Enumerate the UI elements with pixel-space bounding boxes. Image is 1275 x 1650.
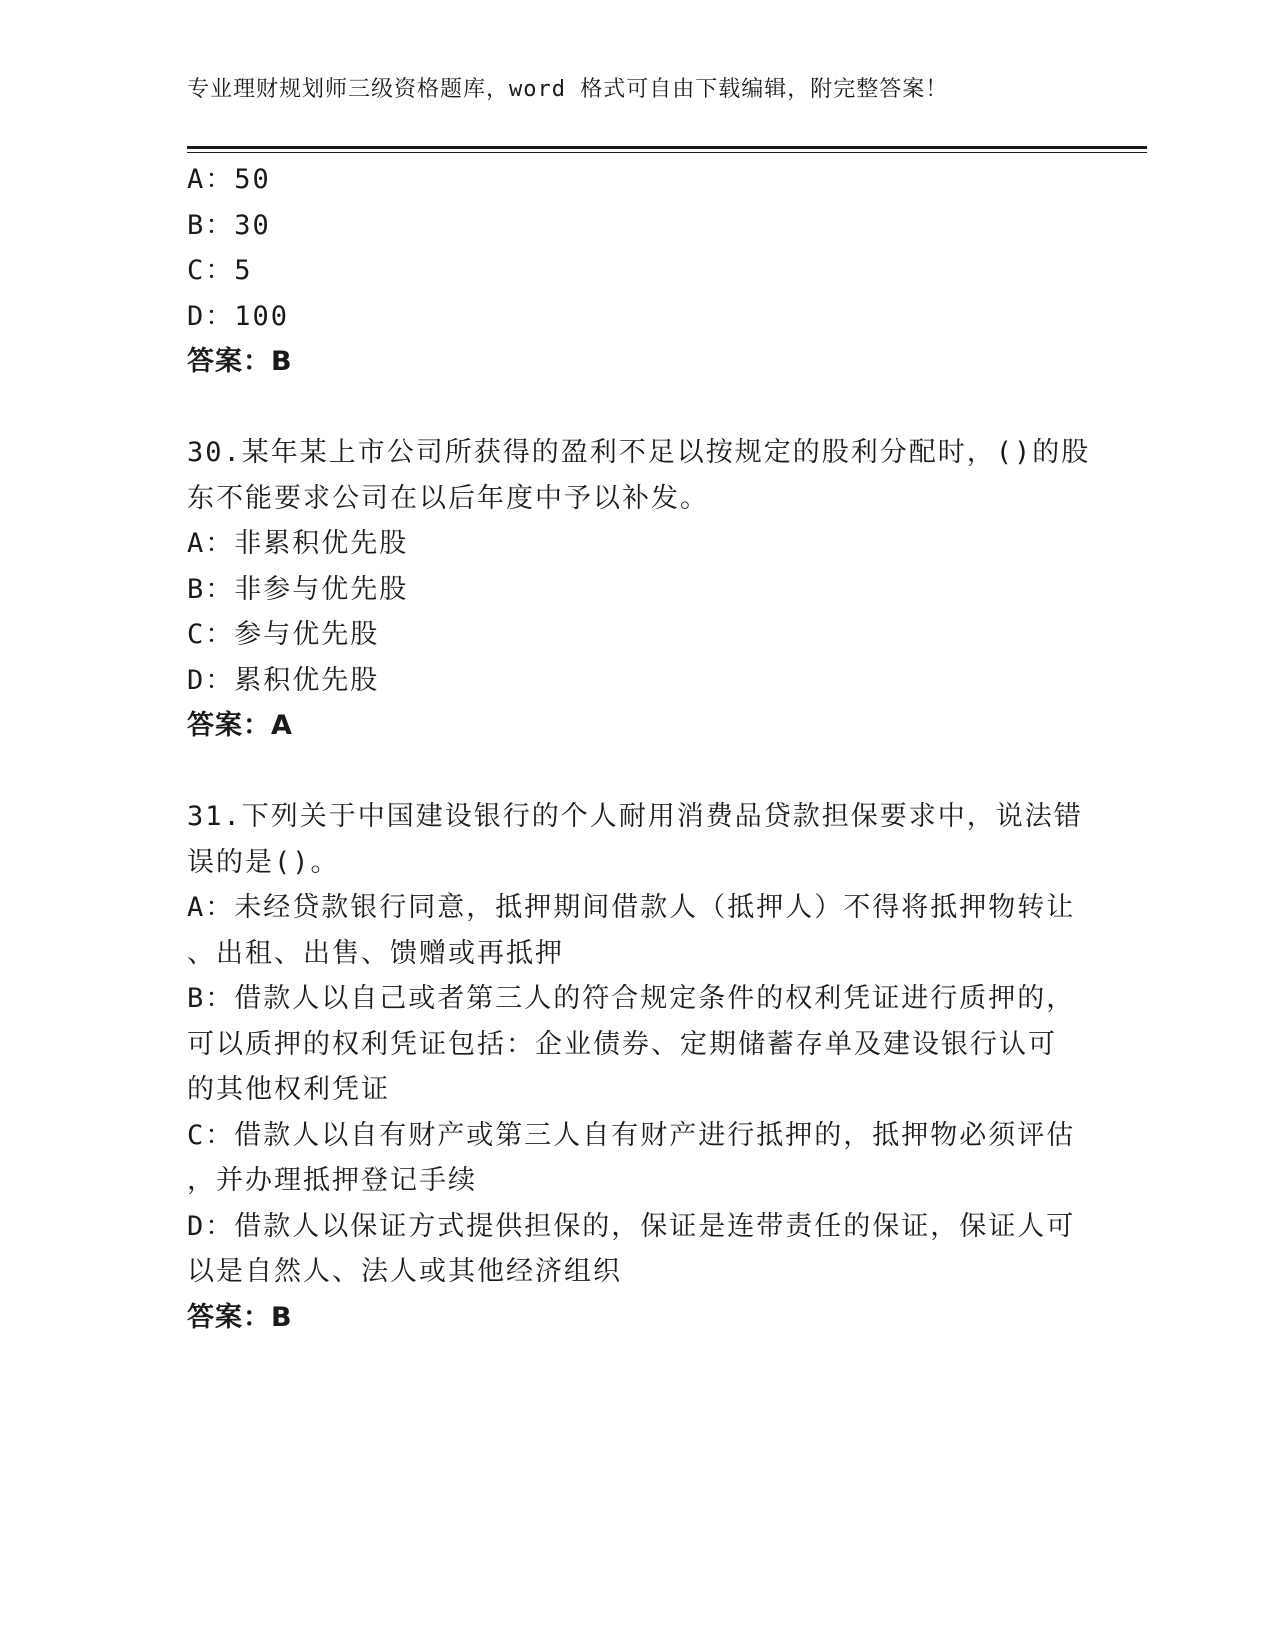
option-a-continued: 、出租、出售、馈赠或再抵押 (187, 937, 564, 969)
option-b: B：借款人以自己或者第三人的符合规定条件的权利凭证进行质押的， (187, 983, 1076, 1014)
answer: 答案：A (187, 710, 293, 741)
question-31-block (187, 794, 1083, 1340)
option-d: D：100 (187, 300, 290, 332)
header-rule-thin (187, 152, 1147, 153)
option-c: C：参与优先股 (187, 619, 380, 650)
question-content (187, 157, 1091, 1340)
answer: 答案：B (187, 346, 293, 377)
spacer (187, 385, 1067, 431)
option-d-continued: 以是自然人、法人或其他经济组织 (187, 1256, 622, 1287)
question-29-block (187, 157, 1067, 385)
page-header: 专业理财规划师三级资格题库，word 格式可自由下载编辑，附完整答案！ (187, 77, 949, 102)
option-c: C：借款人以自有财产或第三人自有财产进行抵押的，抵押物必须评估 (187, 1119, 1076, 1151)
option-c: C：5 (187, 255, 253, 286)
question-stem: 误的是()。 (187, 846, 340, 878)
question-30-block (187, 430, 1091, 749)
option-d: D：累积优先股 (187, 664, 380, 696)
header-rule (187, 146, 1147, 149)
answer: 答案：B (187, 1301, 293, 1333)
spacer (187, 749, 1067, 795)
option-a: A：50 (187, 164, 271, 195)
option-b: B：非参与优先股 (187, 573, 409, 605)
option-b-continued: 的其他权利凭证 (187, 1074, 390, 1105)
option-d: D：借款人以保证方式提供担保的，保证是连带责任的保证，保证人可 (187, 1210, 1076, 1242)
question-stem: 31.下列关于中国建设银行的个人耐用消费品贷款担保要求中，说法错 (187, 801, 1083, 832)
question-stem: 30.某年某上市公司所获得的盈利不足以按规定的股利分配时，()的股 (187, 437, 1091, 468)
option-b: B：30 (187, 209, 271, 241)
option-a: A：未经贷款银行同意，抵押期间借款人（抵押人）不得将抵押物转让 (187, 892, 1076, 923)
question-stem: 东不能要求公司在以后年度中予以补发。 (187, 482, 709, 514)
option-a: A：非累积优先股 (187, 528, 409, 559)
option-c-continued: ，并办理抵押登记手续 (187, 1165, 477, 1196)
option-b-continued: 可以质押的权利凭证包括：企业债券、定期储蓄存单及建设银行认可 (187, 1028, 1057, 1060)
